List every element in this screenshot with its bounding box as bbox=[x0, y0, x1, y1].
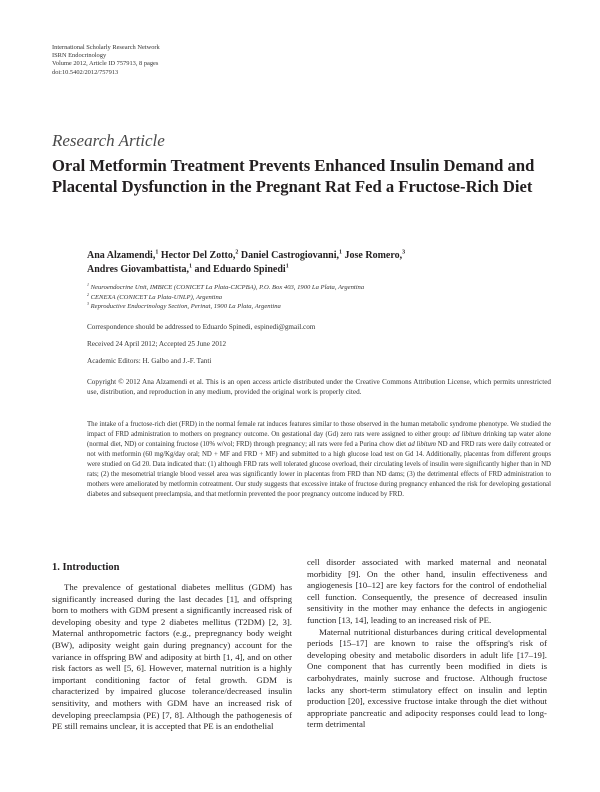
abstract-text: The intake of a fructose-rich diet (FRD) in the normal female rat induces features similar to those observed in the human metabolic syndrome phenotype. We studied the impact of FRD administration to mothers on pregnancy outcome. On gestational day (Gd) zero rats were assigned to either group: bbox=[87, 421, 551, 438]
author-line-1 bbox=[87, 249, 557, 263]
copyright-notice: Copyright © 2012 Ana Alzamendi et al. This is an open access article distributed under the Creative Commons Attribution License, which permits unrestricted use, distribution, and reproduction in any medium, provided the original work is properly cited. bbox=[87, 378, 551, 396]
author-name: Andres Giovambattista, bbox=[87, 264, 190, 275]
abstract bbox=[87, 420, 551, 500]
abstract-text: drinking tap water alone (normal diet, ND) or containing fructose (10% w/vol; FRD) through pregnancy; all rats were fed a Purina chow diet bbox=[87, 431, 551, 448]
author-affil-sup: 1 bbox=[189, 263, 193, 270]
article-type: Research Article bbox=[52, 131, 165, 150]
body-column-right bbox=[307, 557, 547, 731]
affiliation-number: 3 bbox=[87, 301, 89, 306]
section-heading-introduction: 1. Introduction bbox=[52, 562, 120, 573]
affiliation-number: 1 bbox=[87, 281, 89, 287]
affiliation-text: Reproductive Endocrinology Section, Perinat, 1900 La Plata, Argentina bbox=[88, 303, 281, 311]
journal-info bbox=[52, 44, 160, 77]
affiliation-list bbox=[87, 283, 557, 312]
author-affil-sup: 2 bbox=[235, 249, 239, 256]
author-list bbox=[87, 249, 557, 277]
received-accepted-dates: Received 24 April 2012; Accepted 25 June 2012 bbox=[87, 340, 227, 348]
body-column-left bbox=[52, 582, 292, 733]
author-name: Hector Del Zotto, bbox=[158, 250, 236, 261]
abstract-italic: ad libitum bbox=[452, 431, 481, 438]
author-affil-sup: 1 bbox=[339, 249, 343, 256]
author-affil-sup: 1 bbox=[285, 263, 289, 270]
abstract-italic: ad libitum bbox=[407, 441, 436, 448]
journal-volume: Volume 2012, Article ID 757913, 8 pages bbox=[52, 60, 159, 68]
journal-name: ISRN Endocrinology bbox=[52, 52, 107, 60]
journal-network: International Scholarly Research Network bbox=[52, 44, 160, 51]
affiliation-text: CENEXA (CONICET La Plata-UNLP), Argentina bbox=[88, 293, 223, 301]
journal-doi[interactable]: doi:10.5402/2012/757913 bbox=[52, 68, 119, 76]
author-affil-sup: 1 bbox=[155, 249, 159, 256]
affiliation bbox=[87, 293, 557, 303]
abstract-text: ND and FRD rats were daily cotreated or not with metformin (60 mg/Kg/day oral; ND + MF and FRD + MF) and submitted to a high glucose load test on Gd 14. Additionally, placentas from different groups were studied on Gd 20. Data indicated that: (1) although FRD rats well tolerated glucose overload, their circulating levels of insulin were significantly higher than in ND rats; (2) the mesometrial triangle blood vessel area was significantly lower in placentas from FRD than ND dams; (3) the detrimental effects of FRD administration to mothers were ameliorated by metformin cotreatment. Our study suggests that excessive intake of fructose during pregnancy enhanced the risk for developing gestational diabetes and subsequent preeclampsia, and that metformin prevented the poor pregnancy outcome induced by FRD. bbox=[87, 441, 551, 498]
author-name: Daniel Castrogiovanni, bbox=[238, 250, 340, 261]
author-name: and Eduardo Spinedi bbox=[192, 264, 286, 275]
affiliation bbox=[87, 283, 557, 293]
affiliation-text: Neuroendocrine Unit, IMBICE (CONICET La Plata-CICPBA), P.O. Box 403, 1900 La Plata, Argentina bbox=[88, 284, 365, 291]
author-affil-sup: 3 bbox=[402, 249, 406, 256]
author-name: Ana Alzamendi, bbox=[87, 250, 156, 261]
paper-title: Oral Metformin Treatment Prevents Enhanced Insulin Demand and Placental Dysfunction in the Pregnant Rat Fed a Fructose-Rich Diet bbox=[52, 156, 535, 196]
author-line-2 bbox=[87, 263, 557, 277]
affiliation bbox=[87, 302, 557, 312]
author-name: Jose Romero, bbox=[342, 250, 403, 261]
body-paragraph: cell disorder associated with marked maternal and neonatal morbidity [9]. On the other hand, insulin effectiveness and angiogenesis [10–12] are key factors for the control of endothelial cell function. Consequently, the presence of decreased insulin sensitivity in the mother may enhance the defects in angiogenic function [13, 14], leading to an increased risk of PE. bbox=[307, 557, 547, 625]
academic-editors: Academic Editors: H. Galbo and J.-F. Tanti bbox=[87, 357, 212, 365]
body-paragraph: Maternal nutritional disturbances during critical developmental periods [15–17] are known to raise the offspring's risk of developing obesity and metabolic disorders in adult life [17–19]. One component that has currently been modified in diets is carbohydrates, mainly sucrose and fructose. Although fructose lacks any short-term stimulatory effect on insulin and leptin production [20], excessive fructose intake through the diet without appropriate pancreatic and adipocity responses could lead to long-term detrimental bbox=[307, 626, 547, 730]
body-paragraph: The prevalence of gestational diabetes mellitus (GDM) has significantly increased during the last decades [1], and offspring born to mothers with GDM present a significantly increased risk of developing obesity and type 2 diabetes mellitus (T2DM) [2, 3]. Maternal anthropometric factors (e.g., prepregnancy body weight (BW), adiposity weight gain during pregnancy) account for the variance in offspring BW and adiposity at birth [1, 4], and on other risk factors as well [5, 6]. However, maternal nutrition is a highly important conditioning factor of fetal growth. GDM is characterized by impaired glucose tolerance/decreased insulin sensitivity, and mothers with GDM have an increased risk of developing preeclampsia (PE) [7, 8]. Although the pathogenesis of PE still remains unclear, it is accepted that PE is an endothelial bbox=[52, 582, 292, 732]
correspondence: Correspondence should be addressed to Eduardo Spinedi, espinedi@gmail.com bbox=[87, 323, 316, 331]
affiliation-number: 2 bbox=[87, 291, 89, 297]
